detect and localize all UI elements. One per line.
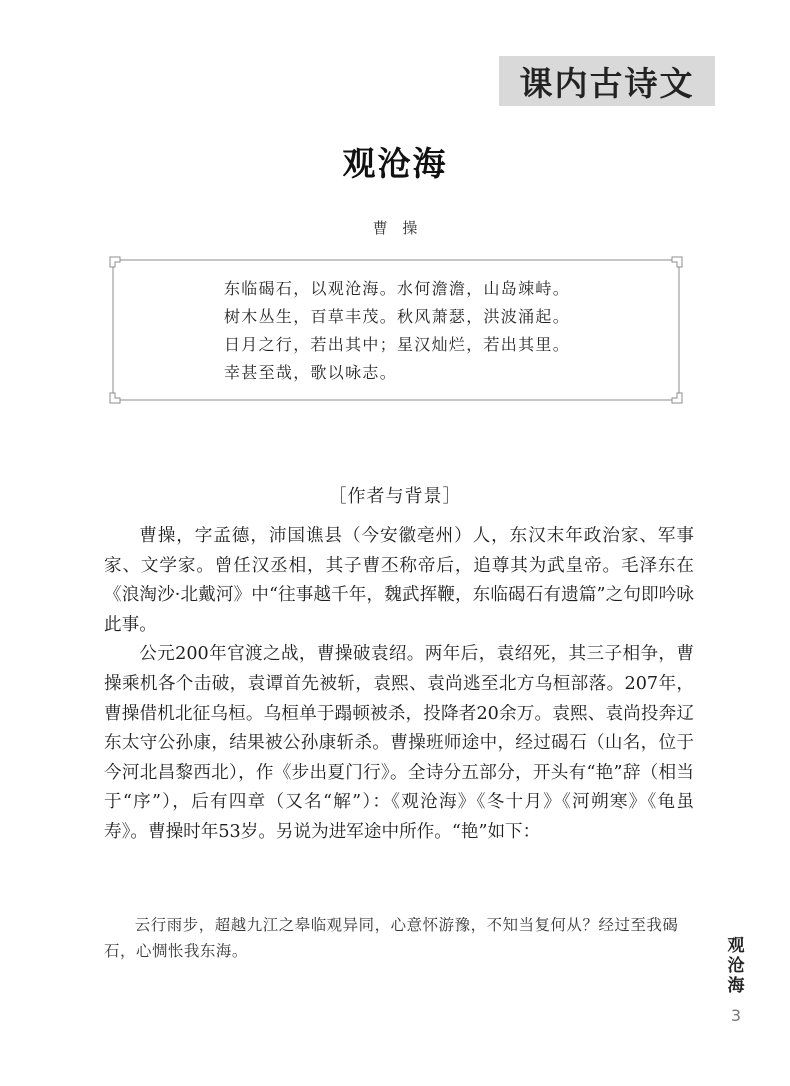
poem-line: 幸甚至哉，歌以咏志。 bbox=[224, 363, 398, 382]
body-paragraph: 公元200年官渡之战，曹操破袁绍。两年后，袁绍死，其三子相争，曹操乘机各个击破，袁谭首先被斩，袁熙、袁尚逃至北方乌桓部落。207年，曹操借机北征乌桓。乌桓单于蹋顿被杀，投降者20余万。袁熙、袁尚投奔辽东太守公孙康，结果被公孙康斩杀。曹操班师途中，经过碣石（山名，位于今河北昌黎西北），作《步出夏门行》。全诗分五部分，开头有“艳”辞（相当于“序”），后有四章（又名“解”）：《观沧海》《冬十月》《河朔寒》《龟虽寿》。曹操时年53岁。另说为进军途中所作。“艳”如下： bbox=[104, 644, 694, 842]
section-banner: 课内古诗文 bbox=[499, 56, 715, 106]
page-number: 3 bbox=[730, 1006, 742, 1025]
poem-frame bbox=[108, 255, 684, 405]
poem-line: 日月之行，若出其中；星汉灿烂，若出其里。 bbox=[224, 335, 571, 354]
poem-author: 曹 操 bbox=[372, 219, 418, 237]
body-paragraph: 曹操，字孟德，沛国谯县（今安徽亳州）人，东汉末年政治家、军事家、文学家。曾任汉丞相，其子曹丕称帝后，追尊其为武皇帝。毛泽东在《浪淘沙·北戴河》中“往事越千年，魏武挥鞭，东临碣石有遗篇”之句即吟咏此事。 bbox=[104, 526, 694, 635]
author-background-heading: ［作者与背景］ bbox=[328, 486, 462, 507]
poem-title: 观沧海 bbox=[342, 144, 448, 183]
running-title: 观沧海 bbox=[727, 936, 745, 996]
poem-lines bbox=[224, 275, 570, 387]
author-background-body bbox=[104, 522, 694, 848]
poem-line: 树木丛生，百草丰茂。秋风萧瑟，洪波涌起。 bbox=[224, 307, 571, 326]
quote-paragraph: 云行雨步，超越九江之皋临观异同，心意怀游豫，不知当复何从？经过至我碣石，心惆怅我东海。 bbox=[104, 916, 679, 960]
poem-line: 东临碣石，以观沧海。水何澹澹，山岛竦峙。 bbox=[224, 279, 571, 298]
